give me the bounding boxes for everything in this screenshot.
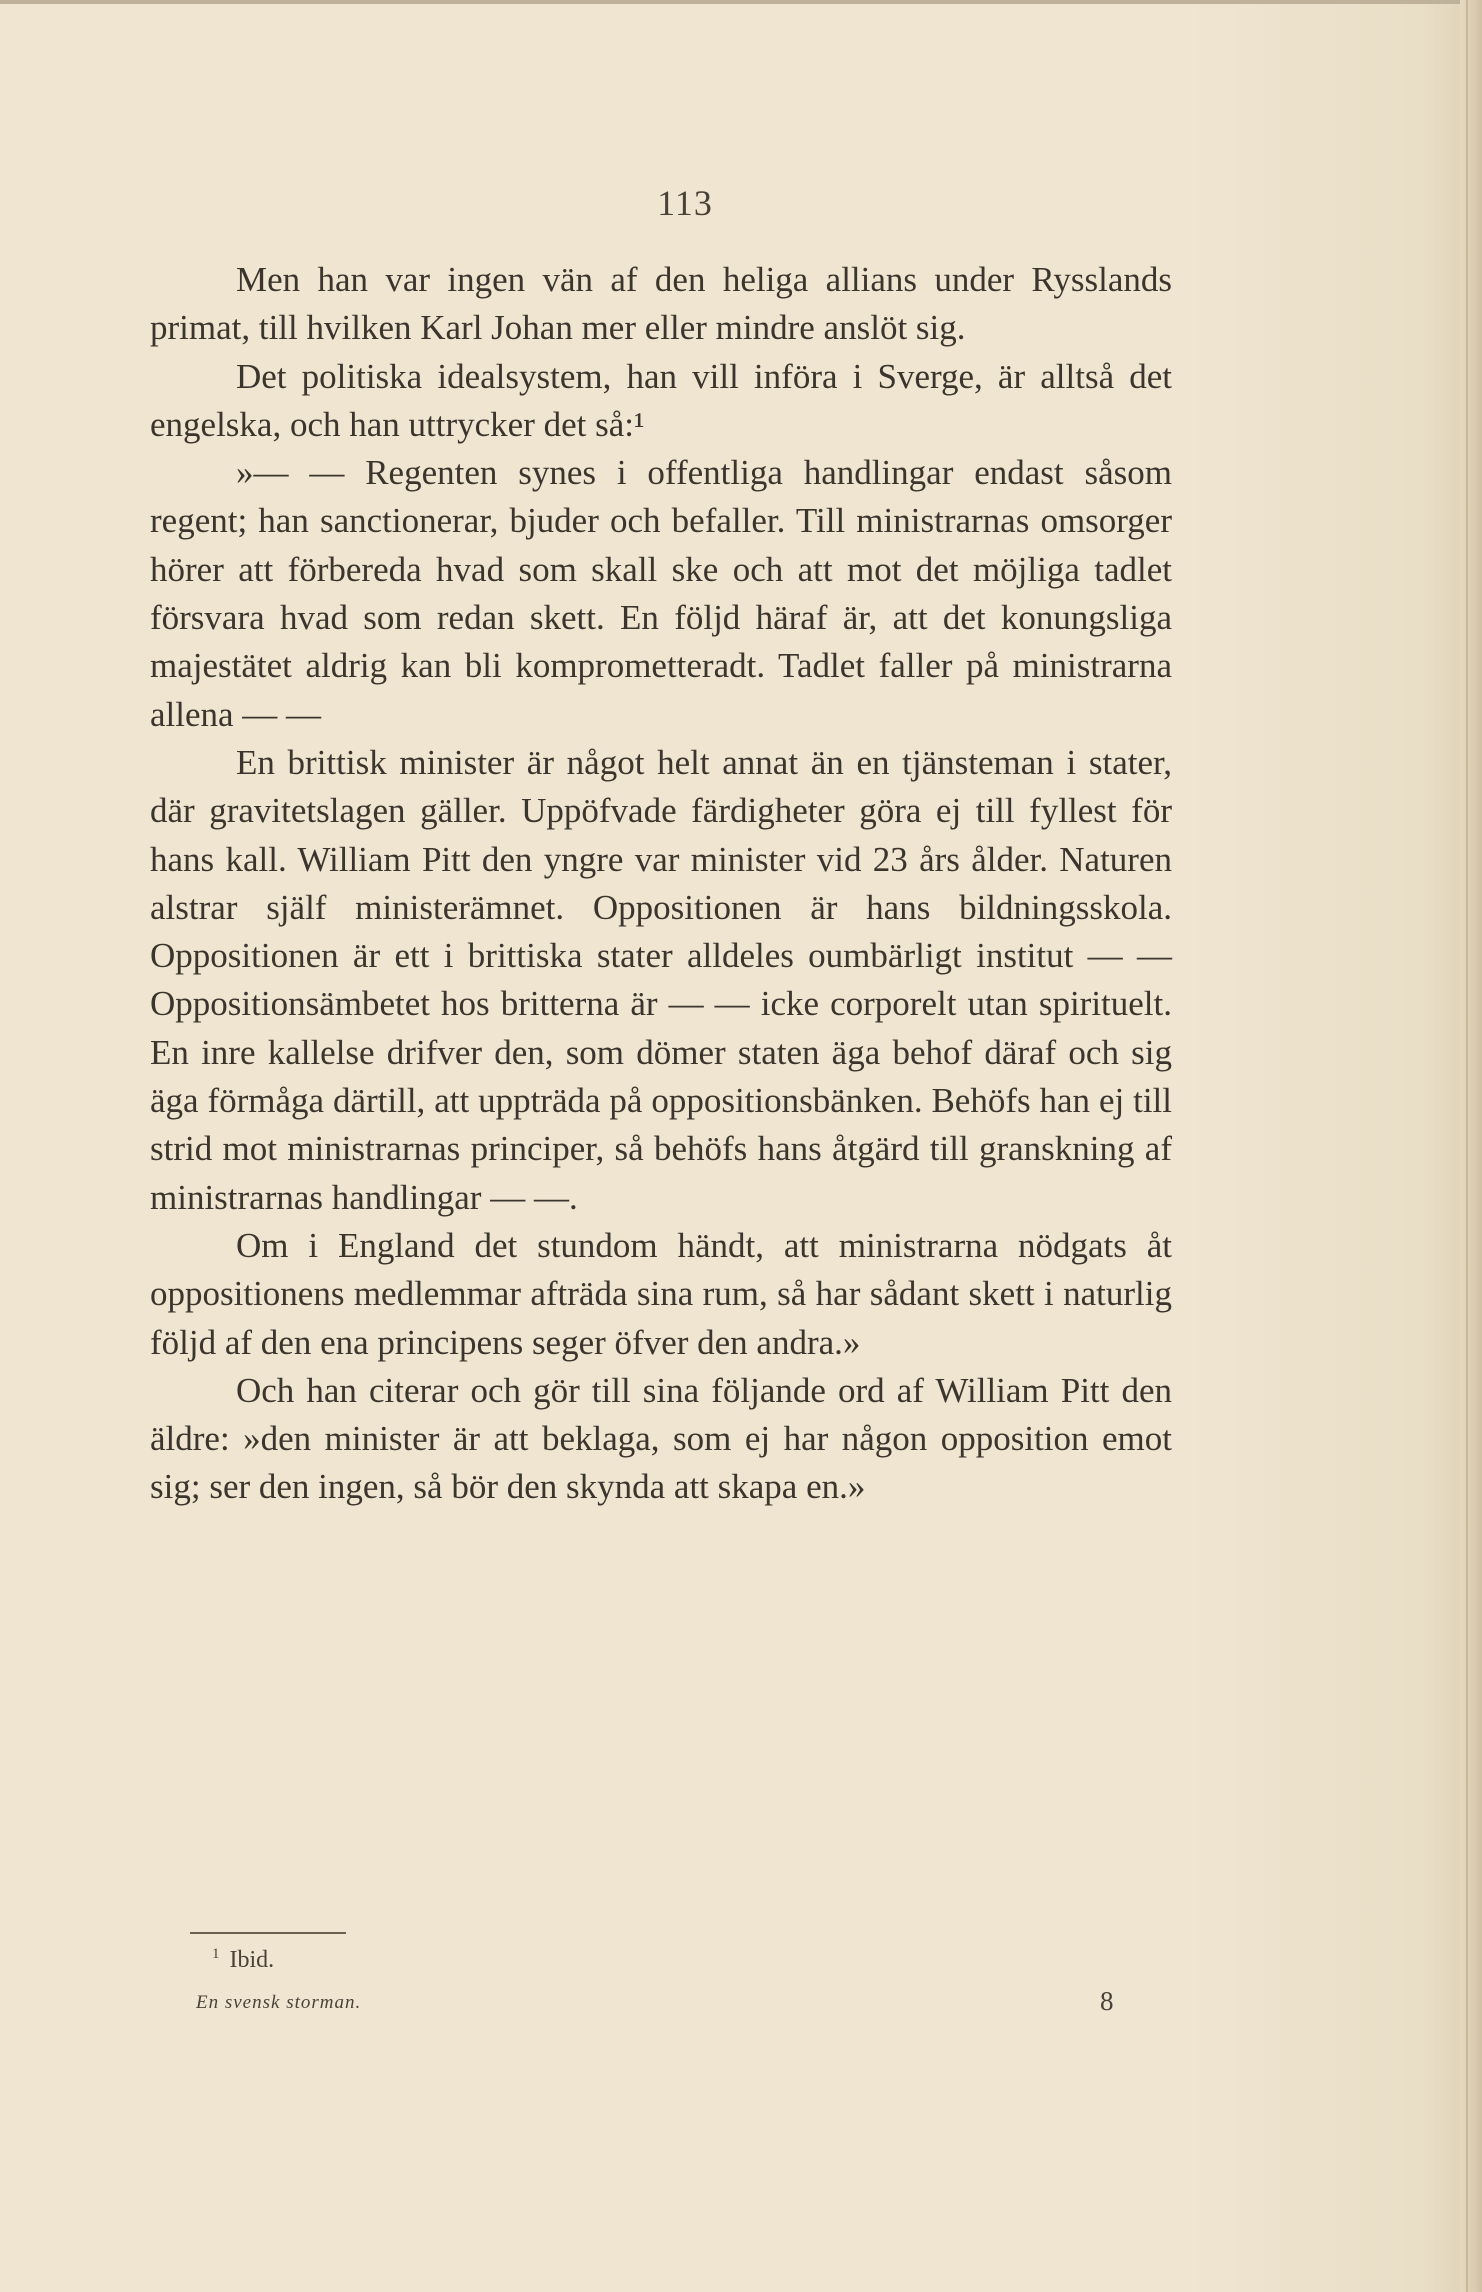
signature-line: En svensk storman.: [196, 1992, 362, 2013]
body-text: [150, 256, 1172, 1512]
page-number: 113: [657, 183, 713, 223]
top-edge: [0, 0, 1482, 4]
footnote: [212, 1946, 274, 1974]
paragraph-2: Det politiska idealsystem, han vill införa i Sverge, är alltså det engelska, och han uttrycker det så:¹: [150, 356, 1172, 444]
paragraph-5: Om i England det stundom händt, att ministrarna nödgats åt oppositionens medlemmar afträda sina rum, så har sådant skett i naturlig följd af den ena principens seger öfver den andra.»: [150, 1225, 1172, 1362]
page-edge-line: [1466, 0, 1468, 2292]
paragraph-6: Och han citerar och gör till sina följande ord af William Pitt den äldre: »den minister är att beklaga, som ej har någon opposition emot sig; ser den ingen, så bör den skynda att skapa en.»: [150, 1370, 1172, 1507]
page-right-edge: [1460, 0, 1482, 2292]
paragraph-1: Men han var ingen vän af den heliga allians under Rysslands primat, till hvilken Karl Johan mer eller mindre anslöt sig.: [150, 260, 1172, 348]
signature-number: 8: [1100, 1986, 1114, 2016]
footnote-text: Ibid.: [229, 1947, 275, 1973]
paragraph-3: »— — Regenten synes i offentliga handlingar endast såsom regent; han sanctionerar, bjuder och befaller. Till ministrarnas omsorger hörer att förbereda hvad som skall ske och att mot det möjliga tadlet försvara hvad som redan skett. En följd häraf är, att det konungsliga majestätet aldrig kan bli komprometteradt. Tadlet faller på ministrarna allena — —: [150, 453, 1172, 734]
footnote-marker: 1: [212, 1946, 220, 1962]
footnote-rule: [190, 1932, 346, 1934]
paragraph-4: En brittisk minister är något helt annat än en tjänsteman i stater, där gravitetslagen gäller. Uppöfvade färdigheter göra ej till fyllest för hans kall. William Pitt den yngre var minister vid 23 års ålder. Naturen alstrar själf ministerämnet. Oppositionen är hans bildningsskola. Oppositionen är ett i brittiska stater alldeles oumbärligt institut — — Oppositionsämbetet hos britterna är — — icke corporelt utan spirituelt. En inre kallelse drifver den, som dömer staten äga behof däraf och sig äga förmåga därtill, att uppträda på oppositionsbänken. Behöfs han ej till strid mot ministrarnas principer, så behöfs hans åtgärd till granskning af ministrarnas handlingar — —.: [150, 742, 1172, 1217]
